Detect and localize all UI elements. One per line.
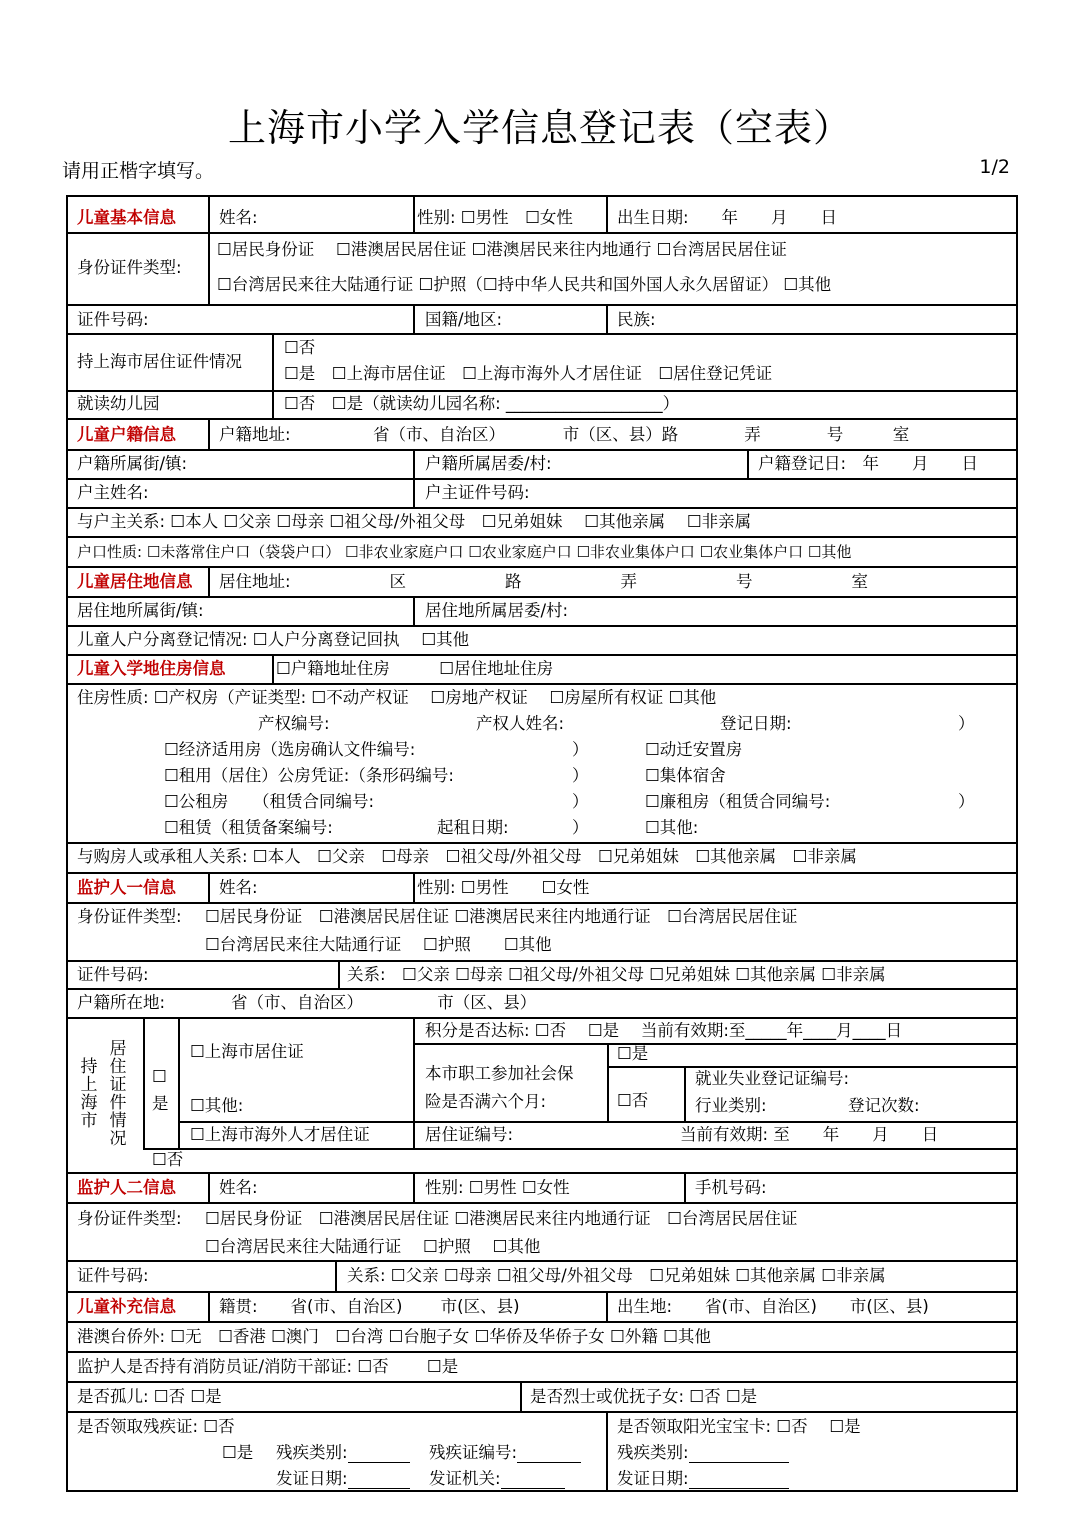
page-number: 1/2 (979, 156, 1010, 178)
guardian2-id-type-line1[interactable]: ☐居民身份证 ☐港澳居民居住证 ☐港澳居民来往内地通行证 ☐台湾居民居住证 (205, 1209, 798, 1228)
col-divider (208, 1291, 210, 1321)
row-divider (66, 988, 1018, 990)
issuer-text: 发证机关: (429, 1469, 501, 1488)
guardian1-permit-yes-checkbox[interactable]: ☐ (152, 1067, 167, 1086)
guardian2-id-type-label: 身份证件类型: (77, 1209, 182, 1228)
col-divider (208, 418, 210, 449)
col-divider (335, 1260, 337, 1291)
col-divider (208, 195, 210, 232)
guardian1-social-yes-option[interactable]: ☐是 (617, 1044, 649, 1063)
housing-lease-start[interactable]: 起租日期: (437, 818, 509, 837)
row-divider (66, 625, 1018, 627)
col-divider (413, 1017, 415, 1148)
row-divider (607, 1066, 1018, 1068)
guardian1-social-question-line1: 本市职工参加社会保 (425, 1064, 574, 1083)
hukou-street-field[interactable]: 户籍所属街/镇: (77, 454, 188, 473)
col-divider (413, 449, 415, 507)
col-divider (413, 304, 415, 333)
sh-permit-yes-options[interactable]: ☐是 ☐上海市居住证 ☐上海市海外人才居住证 ☐居住登记凭证 (284, 364, 773, 383)
hukou-type-options[interactable]: 户口性质: ☐未落常住户口（袋袋户口） ☐非农业家庭户口 ☐农业家庭户口 ☐非农业集体户口 ☐农业集体户口 ☐其他 (77, 543, 852, 561)
guardian1-reg-count[interactable]: 登记次数: (848, 1096, 920, 1115)
sunshine-date-text: 发证日期: (617, 1469, 689, 1488)
row-divider (66, 596, 1018, 598)
col-divider (520, 1381, 522, 1411)
child-gender-options[interactable]: 性别: ☐男性 ☐女性 (417, 208, 573, 227)
birthplace-field[interactable]: 出生地: 省(市、自治区) 市(区、县) (617, 1297, 929, 1316)
residence-separation-options[interactable]: 儿童人户分离登记情况: ☐人户分离登记回执 ☐其他 (77, 630, 470, 649)
col-divider (208, 1172, 210, 1202)
row-divider (66, 960, 1018, 962)
row-divider (66, 683, 1018, 685)
col-divider (272, 333, 274, 418)
guardian1-id-number-field[interactable]: 证件号码: (77, 965, 149, 984)
col-divider (606, 195, 608, 232)
kindergarten-label: 就读幼儿园 (77, 394, 160, 413)
guardian2-id-type-line2[interactable]: ☐台湾居民来往大陆通行证 ☐护照 ☐其他 (205, 1237, 541, 1256)
disability-number-label (429, 1443, 581, 1463)
row-divider (143, 1148, 1018, 1150)
row-divider (66, 1381, 1018, 1383)
housing-paren-close: ） (572, 740, 589, 759)
guardian1-permit-label-a: 持上海市 (80, 1057, 98, 1131)
col-divider (413, 596, 415, 625)
residence-address-field[interactable]: 居住地址: 区 路 弄 号 室 (219, 572, 869, 591)
guardian1-talent-permit-option[interactable]: ☐上海市海外人才居住证 (190, 1125, 370, 1144)
col-divider (143, 1017, 145, 1148)
guardian1-points-options[interactable]: 积分是否达标: ☐否 ☐是 当前有效期:至_____年____月____日 (425, 1021, 903, 1040)
row-divider (66, 449, 1018, 451)
row-divider (178, 1121, 1018, 1123)
guardian1-employment-number[interactable]: 就业失业登记证编号: (695, 1069, 850, 1088)
sunshine-type-label (617, 1443, 789, 1463)
residence-street-field[interactable]: 居住地所属街/镇: (77, 601, 204, 620)
child-ethnicity-field[interactable]: 民族: (617, 310, 656, 329)
section-header-guardian1: 监护人一信息 (77, 878, 176, 897)
child-id-number-field[interactable]: 证件号码: (77, 310, 149, 329)
housing-low-rent-option[interactable]: ☐廉租房（租赁合同编号: (645, 792, 831, 811)
col-divider (606, 1411, 608, 1492)
guardian1-permit-label-b: 居住证件情况 (109, 1039, 127, 1149)
issue-date-blank[interactable] (348, 1472, 410, 1489)
child-name-field[interactable]: 姓名: (219, 208, 258, 227)
id-type-options-line2[interactable]: ☐台湾居民来往大陆通行证 ☐护照（☐持中华人民共和国外国人永久居留证） ☐其他 (217, 275, 832, 294)
issuer-blank[interactable] (501, 1472, 565, 1489)
guardian2-relation-options[interactable]: 关系: ☐父亲 ☐母亲 ☐祖父母/外祖父母 ☐兄弟姐妹 ☐其他亲属 ☐非亲属 (347, 1266, 886, 1285)
kindergarten-options[interactable]: ☐否 ☐是（就读幼儿园名称: ___________________） (284, 394, 680, 413)
section-header-guardian2: 监护人二信息 (77, 1178, 176, 1197)
col-divider (208, 232, 210, 304)
sunshine-date-label (617, 1469, 789, 1489)
issue-date-label (276, 1469, 410, 1489)
col-divider (684, 1172, 686, 1202)
hukou-reg-date-field[interactable]: 户籍登记日: 年 月 日 (758, 454, 979, 473)
fire-cert-options[interactable]: 监护人是否持有消防员证/消防干部证: ☐否 ☐是 (77, 1357, 459, 1376)
col-divider (413, 872, 415, 902)
housing-paren-close: ） (572, 818, 589, 837)
guardian1-sh-permit-option[interactable]: ☐上海市居住证 (190, 1042, 304, 1061)
section-header-child-basic: 儿童基本信息 (77, 208, 176, 227)
sunshine-card-question[interactable]: 是否领取阳光宝宝卡: ☐否 ☐是 (617, 1417, 861, 1436)
hukou-head-id-field[interactable]: 户主证件号码: (425, 483, 530, 502)
disability-type-text: 残疾类别: (276, 1443, 348, 1462)
section-header-child-hukou: 儿童户籍信息 (77, 425, 176, 444)
sunshine-type-text: 残疾类别: (617, 1443, 689, 1462)
housing-property-number[interactable]: 产权编号: (258, 714, 330, 733)
id-type-options-line1[interactable]: ☐居民身份证 ☐港澳居民居住证 ☐港澳居民来往内地通行 ☐台湾居民居住证 (217, 240, 787, 259)
housing-owner-name[interactable]: 产权人姓名: (476, 714, 565, 733)
hukou-head-name-field[interactable]: 户主姓名: (77, 483, 149, 502)
housing-lease-option[interactable]: ☐租赁（租赁备案编号: (164, 818, 333, 837)
page-title: 上海市小学入学信息登记表（空表） (227, 106, 852, 150)
guardian1-hukou-field[interactable]: 户籍所在地: 省（市、自治区） 市（区、县） (77, 993, 537, 1012)
guardian1-id-type-line2[interactable]: ☐台湾居民来往大陆通行证 ☐护照 ☐其他 (205, 935, 552, 954)
row-divider (66, 842, 1018, 844)
martyr-options[interactable]: 是否烈士或优抚子女: ☐否 ☐是 (530, 1387, 758, 1406)
housing-dorm-option[interactable]: ☐集体宿舍 (645, 766, 726, 785)
guardian1-id-type-line1[interactable]: ☐居民身份证 ☐港澳居民居住证 ☐港澳居民来往内地通行证 ☐台湾居民居住证 (205, 907, 798, 926)
housing-paren-close: ） (572, 766, 589, 785)
guardian1-industry[interactable]: 行业类别: (695, 1096, 767, 1115)
col-divider (607, 1043, 609, 1121)
section-header-housing: 儿童入学地住房信息 (77, 659, 226, 678)
row-divider (66, 333, 1018, 335)
row-divider (66, 390, 1018, 392)
row-divider (66, 1202, 1018, 1204)
row-divider (413, 1043, 1018, 1045)
disability-yes-option[interactable]: ☐是 (222, 1443, 254, 1462)
housing-other-option[interactable]: ☐其他: (645, 818, 699, 837)
hukou-address-field[interactable]: 户籍地址: 省（市、自治区） 市（区、县）路 弄 号 室 (219, 425, 910, 444)
row-divider (66, 1411, 1018, 1413)
guardian1-social-question-line2: 险是否满六个月: (425, 1092, 547, 1111)
row-divider (66, 507, 1018, 509)
guardian2-phone-field[interactable]: 手机号码: (695, 1178, 767, 1197)
disability-number-blank[interactable] (517, 1446, 581, 1463)
row-divider (66, 1321, 1018, 1323)
col-divider (684, 1066, 686, 1121)
col-divider (338, 960, 340, 988)
sunshine-date-blank[interactable] (689, 1472, 789, 1489)
disability-number-text: 残疾证编号: (429, 1443, 518, 1462)
col-divider (747, 449, 749, 478)
housing-affordable-option[interactable]: ☐经济适用房（选房确认文件编号: (164, 740, 416, 759)
housing-property-line[interactable]: 住房性质: ☐产权房（产证类型: ☐不动产权证 ☐房地产权证 ☐房屋所有权证 ☐其他 (77, 688, 717, 707)
guardian2-name-field[interactable]: 姓名: (219, 1178, 258, 1197)
row-divider (66, 1260, 1018, 1262)
guardian1-permit-no-option[interactable]: ☐否 (152, 1150, 184, 1169)
row-divider (66, 478, 1018, 480)
guardian1-talent-validity[interactable]: 当前有效期: 至 年 月 日 (680, 1125, 939, 1144)
row-divider (66, 1351, 1018, 1353)
row-divider (66, 902, 1018, 904)
hukou-committee-field[interactable]: 户籍所属居委/村: (425, 454, 552, 473)
overseas-options[interactable]: 港澳台侨外: ☐无 ☐香港 ☐澳门 ☐台湾 ☐台胞子女 ☐华侨及华侨子女 ☐外籍 ☐其他 (77, 1327, 711, 1346)
guardian1-social-no-option[interactable]: ☐否 (617, 1091, 649, 1110)
id-type-label: 身份证件类型: (77, 258, 182, 277)
col-divider (606, 304, 608, 333)
col-divider (413, 195, 415, 232)
housing-public-rental-option[interactable]: ☐公租房 （租赁合同编号: (164, 792, 375, 811)
housing-address-options[interactable]: ☐户籍地址住房 ☐居住地址住房 (276, 659, 554, 678)
section-header-child-residence: 儿童居住地信息 (77, 572, 193, 591)
guardian1-gender-options[interactable]: 性别: ☐男性 ☐女性 (417, 878, 590, 897)
row-divider (66, 304, 1018, 306)
hukou-relation-options[interactable]: 与户主关系: ☐本人 ☐父亲 ☐母亲 ☐祖父母/外祖父母 ☐兄弟姐妹 ☐其他亲属 ☐非亲属 (77, 512, 752, 531)
housing-paren-close: ） (572, 792, 589, 811)
housing-paren-close: ） (958, 792, 975, 811)
row-divider (66, 654, 1018, 656)
child-birth-date-field[interactable]: 出生日期: 年 月 日 (617, 208, 838, 227)
housing-relocation-option[interactable]: ☐动迁安置房 (645, 740, 743, 759)
guardian1-permit-yes-label: 是 (152, 1094, 169, 1113)
instruction-text: 请用正楷字填写。 (62, 160, 215, 182)
guardian1-other-option[interactable]: ☐其他: (190, 1096, 244, 1115)
sunshine-type-blank[interactable] (689, 1446, 789, 1463)
issue-date-text: 发证日期: (276, 1469, 348, 1488)
row-divider (66, 1017, 1018, 1019)
residence-committee-field[interactable]: 居住地所属居委/村: (425, 601, 569, 620)
native-place-field[interactable]: 籍贯: 省(市、自治区) 市(区、县) (219, 1297, 520, 1316)
housing-paren-close: ） (958, 714, 975, 733)
sh-permit-label: 持上海市居住证件情况 (77, 352, 242, 371)
guardian1-id-type-label: 身份证件类型: (77, 907, 182, 926)
section-header-supplement: 儿童补充信息 (77, 1297, 176, 1316)
col-divider (413, 1172, 415, 1202)
child-nationality-field[interactable]: 国籍/地区: (425, 310, 503, 329)
guardian1-name-field[interactable]: 姓名: (219, 878, 258, 897)
disability-question[interactable]: 是否领取残疾证: ☐否 (77, 1417, 235, 1436)
col-divider (208, 566, 210, 596)
guardian2-gender-options[interactable]: 性别: ☐男性 ☐女性 (425, 1178, 570, 1197)
sh-permit-no-option[interactable]: ☐否 (284, 338, 316, 357)
disability-type-label (276, 1443, 410, 1463)
guardian1-relation-options[interactable]: 关系: ☐父亲 ☐母亲 ☐祖父母/外祖父母 ☐兄弟姐妹 ☐其他亲属 ☐非亲属 (347, 965, 886, 984)
col-divider (272, 654, 274, 683)
housing-public-rent-option[interactable]: ☐租用（居住）公房凭证:（条形码编号: (164, 766, 454, 785)
disability-type-blank[interactable] (348, 1446, 410, 1463)
housing-relation-options[interactable]: 与购房人或承租人关系: ☐本人 ☐父亲 ☐母亲 ☐祖父母/外祖父母 ☐兄弟姐妹 ☐其他亲属 ☐非亲属 (77, 847, 857, 866)
orphan-options[interactable]: 是否孤儿: ☐否 ☐是 (77, 1387, 222, 1406)
col-divider (178, 1017, 180, 1148)
guardian2-id-number-field[interactable]: 证件号码: (77, 1266, 149, 1285)
row-divider (66, 536, 1018, 538)
issuer-label (429, 1469, 565, 1489)
guardian1-talent-number[interactable]: 居住证编号: (425, 1125, 514, 1144)
col-divider (606, 1291, 608, 1321)
col-divider (208, 872, 210, 902)
housing-reg-date[interactable]: 登记日期: (720, 714, 792, 733)
